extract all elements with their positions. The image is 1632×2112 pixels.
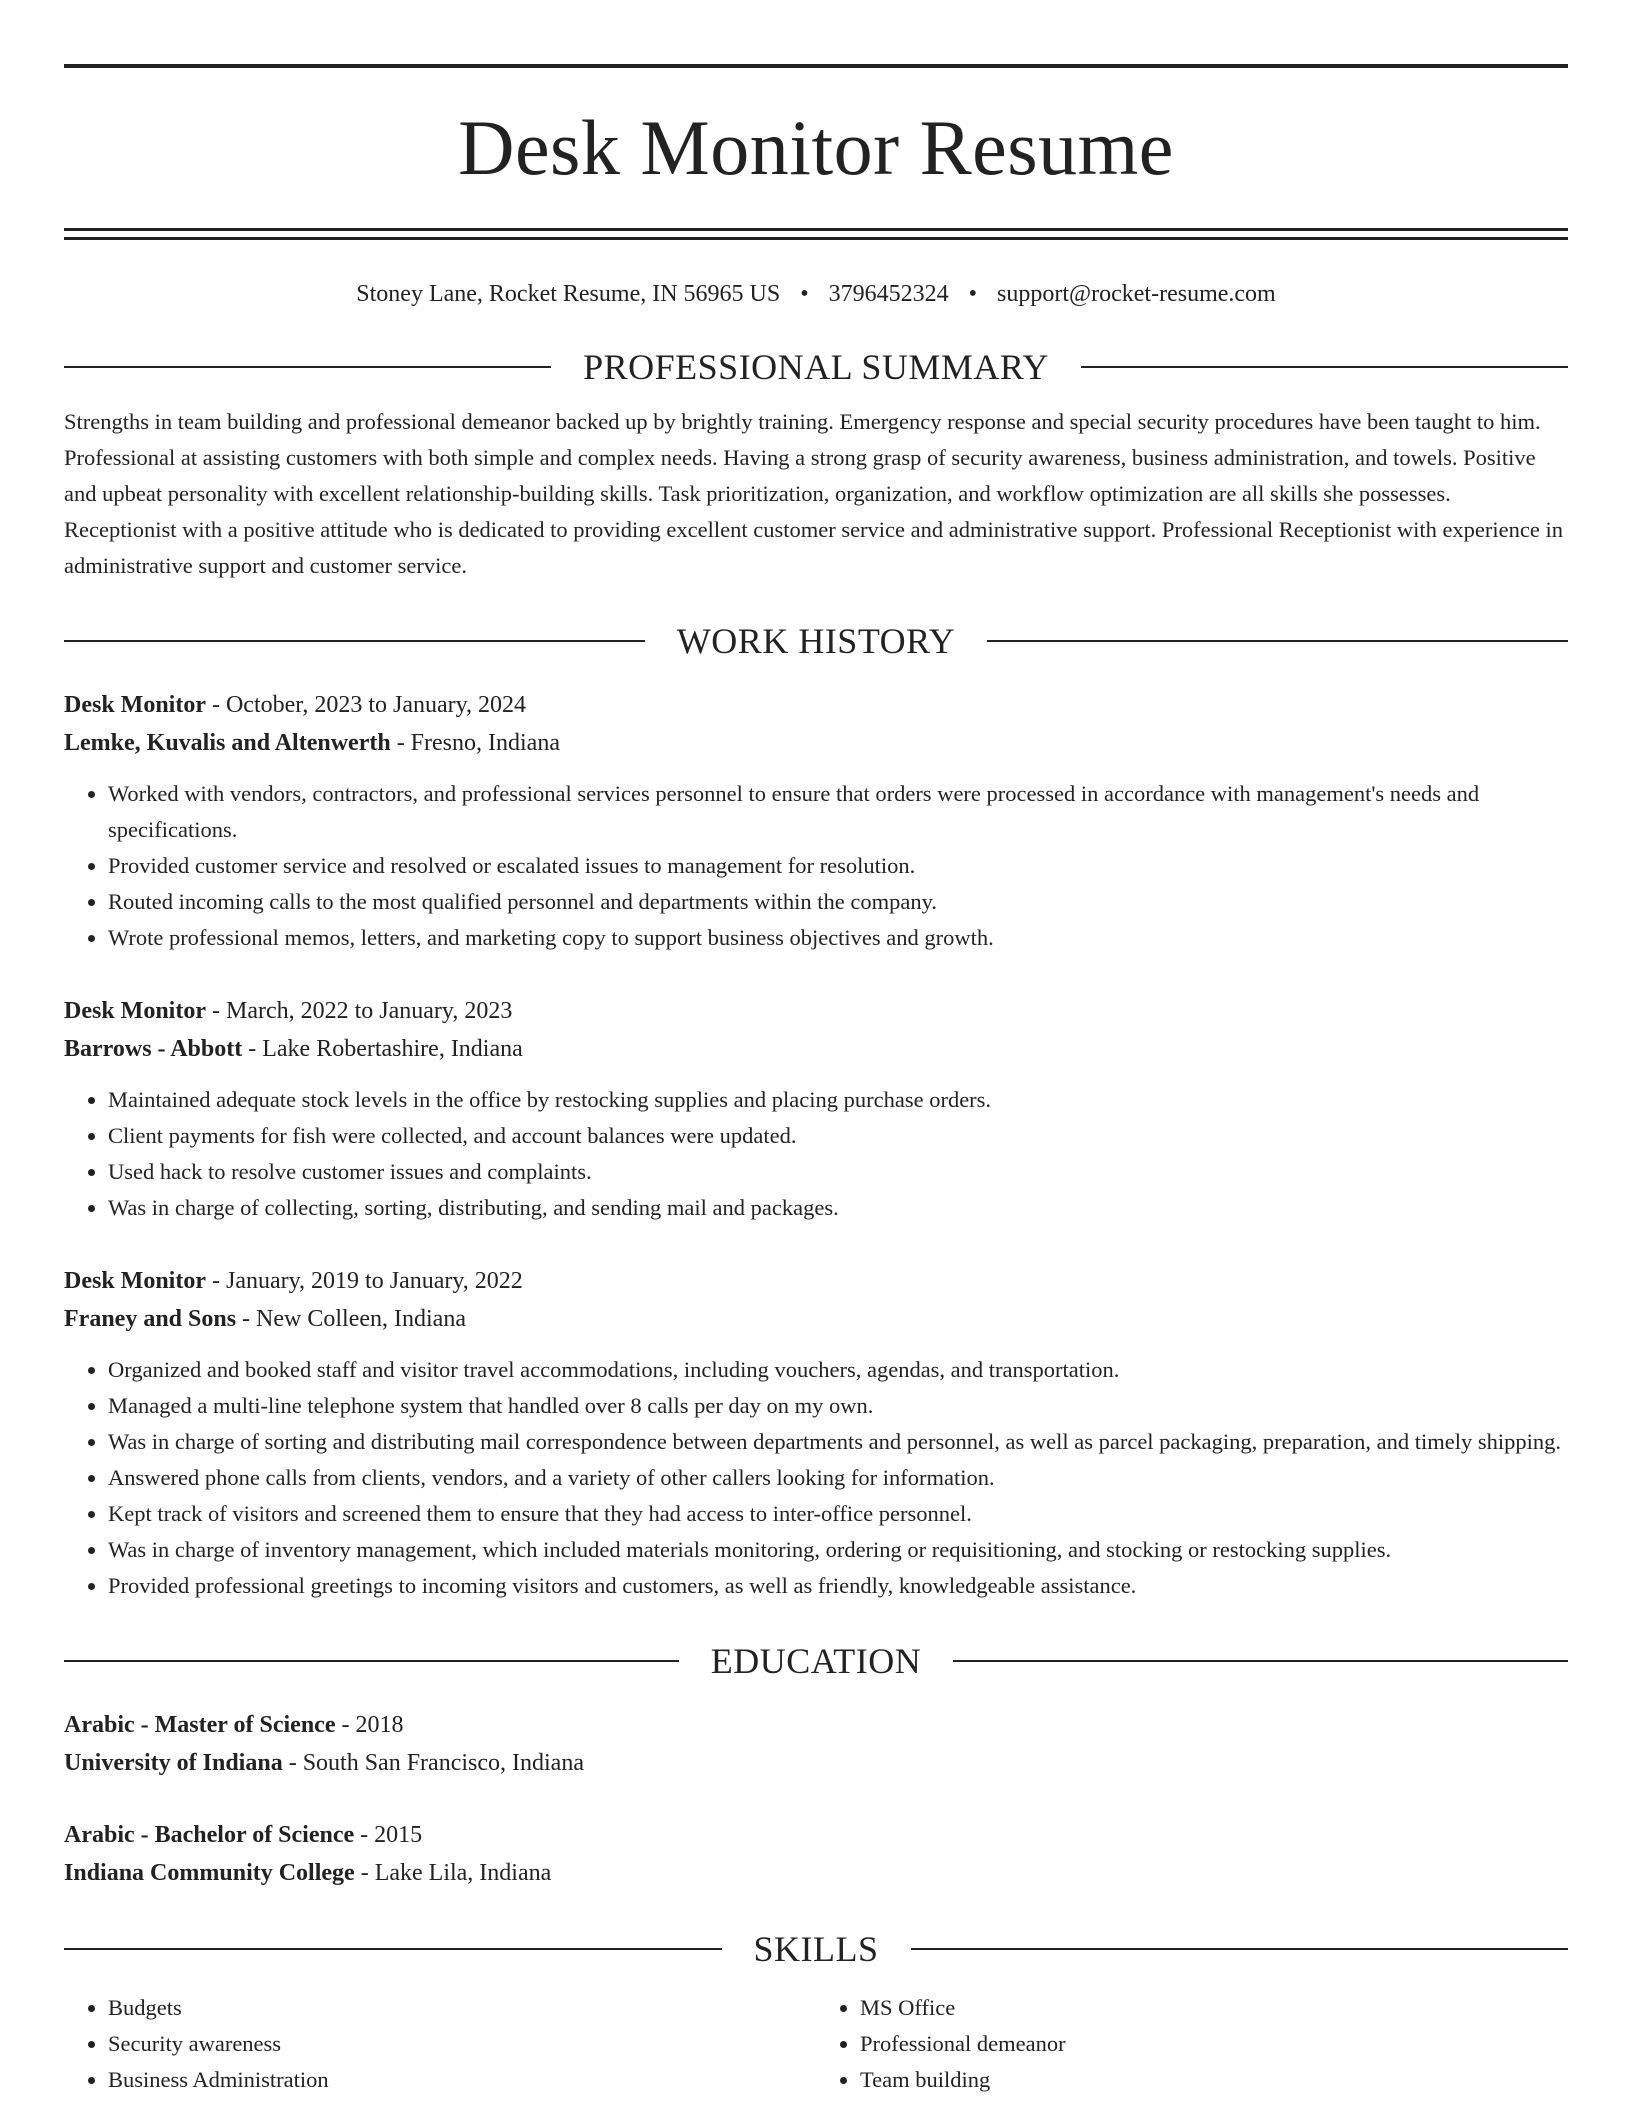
job-bullet: • Wrote professional memos, letters, and marketing copy to support business objectives and growth.: [108, 920, 1568, 956]
job-company-line: [64, 724, 1568, 762]
education-year: - 2018: [335, 1712, 404, 1738]
education-year: - 2015: [354, 1822, 423, 1848]
heading-rule-right: [1081, 366, 1568, 368]
job-bullets: [64, 776, 1568, 956]
job-bullet: • Client payments for fish were collected, and account balances were updated.: [108, 1118, 1568, 1154]
job-entry: [64, 1262, 1568, 1604]
education-entry: [64, 1816, 1568, 1892]
education-school: Indiana Community College: [64, 1860, 355, 1886]
education-degree: Arabic - Master of Science: [64, 1712, 336, 1738]
resume-content: [64, 64, 1568, 2098]
job-bullet: • Provided customer service and resolved or escalated issues to management for resolution.: [108, 848, 1568, 884]
education-entry: [64, 1706, 1568, 1782]
job-bullet: • Maintained adequate stock levels in the office by restocking supplies and placing purchase orders.: [108, 1082, 1568, 1118]
skill-item: • Business Administration: [108, 2062, 816, 2098]
resume-title: Desk Monitor Resume: [458, 104, 1174, 191]
heading-rule-right: [987, 640, 1568, 642]
job-bullet: • Managed a multi-line telephone system that handled over 8 calls per day on my own.: [108, 1388, 1568, 1424]
skills-column-right: [816, 1990, 1568, 2098]
heading-rule-right: [953, 1660, 1568, 1662]
job-bullet: • Used hack to resolve customer issues and complaints.: [108, 1154, 1568, 1190]
heading-rule-left: [64, 1660, 679, 1662]
heading-rule-right: [911, 1948, 1569, 1950]
job-bullet: • Worked with vendors, contractors, and professional services personnel to ensure that orders were processed in accordance with management's needs and specifications.: [108, 776, 1568, 848]
job-bullet: • Organized and booked staff and visitor travel accommodations, including vouchers, agendas, and transportation.: [108, 1352, 1568, 1388]
skill-item: • Budgets: [108, 1990, 816, 2026]
education-degree: Arabic - Bachelor of Science: [64, 1822, 355, 1848]
job-company: Barrows - Abbott: [64, 1036, 243, 1062]
job-bullet: • Was in charge of collecting, sorting, distributing, and sending mail and packages.: [108, 1190, 1568, 1226]
job-bullet: • Provided professional greetings to incoming visitors and customers, as well as friendly, knowledgeable assistance.: [108, 1568, 1568, 1604]
job-location: - Fresno, Indiana: [390, 730, 560, 756]
heading-rule-left: [64, 366, 551, 368]
heading-rule-left: [64, 640, 645, 642]
skills-column-left: [64, 1990, 816, 2098]
job-bullets: [64, 1352, 1568, 1604]
contact-line: [64, 278, 1568, 310]
job-bullet: • Kept track of visitors and screened them to ensure that they had access to inter-office personnel.: [108, 1496, 1568, 1532]
job-bullet: • Was in charge of inventory management, which included materials monitoring, ordering or requisitioning, and stocking or restocking supplies.: [108, 1532, 1568, 1568]
job-title-line: [64, 992, 1568, 1030]
job-title: Desk Monitor: [64, 1268, 206, 1294]
contact-phone: 3796452324: [828, 281, 949, 307]
job-location: - Lake Robertashire, Indiana: [242, 1036, 523, 1062]
education-school-line: [64, 1854, 1568, 1892]
top-rule: [64, 64, 1568, 68]
education-heading-label: EDUCATION: [710, 1641, 922, 1681]
skills-heading-label: SKILLS: [753, 1929, 879, 1969]
job-bullet: • Was in charge of sorting and distributing mail correspondence between departments and personnel, as well as parcel packaging, preparation, and timely shipping.: [108, 1424, 1568, 1460]
education-school-line: [64, 1744, 1568, 1782]
job-company: Lemke, Kuvalis and Altenwerth: [64, 730, 391, 756]
job-company-line: [64, 1300, 1568, 1338]
contact-separator: •: [800, 281, 809, 307]
skill-item: • MS Office: [860, 1990, 1568, 2026]
contact-email[interactable]: support@rocket-resume.com: [997, 281, 1276, 307]
summary-heading: [64, 344, 1568, 390]
job-bullets: [64, 1082, 1568, 1226]
education-school: University of Indiana: [64, 1750, 283, 1776]
work-history-heading-label: WORK HISTORY: [676, 621, 956, 661]
education-degree-line: [64, 1706, 1568, 1744]
contact-separator: •: [968, 281, 978, 307]
job-entry: [64, 992, 1568, 1226]
job-title: Desk Monitor: [64, 998, 206, 1024]
education-degree-line: [64, 1816, 1568, 1854]
job-dates: - October, 2023 to January, 2024: [205, 692, 527, 718]
job-dates: - March, 2022 to January, 2023: [205, 998, 513, 1024]
heading-rule-left: [64, 1948, 722, 1950]
job-title: Desk Monitor: [64, 692, 206, 718]
skill-item: • Security awareness: [108, 2026, 816, 2062]
education-location: - Lake Lila, Indiana: [354, 1860, 552, 1886]
skill-item: • Team building: [860, 2062, 1568, 2098]
summary-text: Strengths in team building and professional demeanor backed up by brightly training. Emergency response and special security procedures have been taught to him. Professional at assisting customers with both simple and complex needs. Having a strong grasp of security awareness, business administration, and towels. Positive and upbeat personality with excellent relationship-building skills. Task prioritization, organization, and workflow optimization are all skills she possesses. Receptionist with a positive attitude who is dedicated to providing excellent customer service and administrative support. Professional Receptionist with experience in administrative support and customer service.: [64, 409, 1563, 578]
education-heading: [64, 1638, 1568, 1684]
contact-address: Stoney Lane, Rocket Resume, IN 56965 US: [356, 281, 781, 307]
skills-heading: [64, 1926, 1568, 1972]
title-double-rule: [64, 228, 1568, 240]
skills-list: [64, 1990, 1568, 2098]
education-location: - South San Francisco, Indiana: [282, 1750, 584, 1776]
job-dates: - January, 2019 to January, 2022: [205, 1268, 523, 1294]
job-location: - New Colleen, Indiana: [236, 1306, 466, 1332]
job-company-line: [64, 1030, 1568, 1068]
job-bullet: • Routed incoming calls to the most qualified personnel and departments within the company.: [108, 884, 1568, 920]
job-company: Franey and Sons: [64, 1306, 237, 1332]
work-history-heading: [64, 618, 1568, 664]
skill-item: • Professional demeanor: [860, 2026, 1568, 2062]
job-entry: [64, 686, 1568, 956]
job-title-line: [64, 1262, 1568, 1300]
job-title-line: [64, 686, 1568, 724]
summary-heading-label: PROFESSIONAL SUMMARY: [583, 347, 1049, 387]
job-bullet: • Answered phone calls from clients, vendors, and a variety of other callers looking for information.: [108, 1460, 1568, 1496]
